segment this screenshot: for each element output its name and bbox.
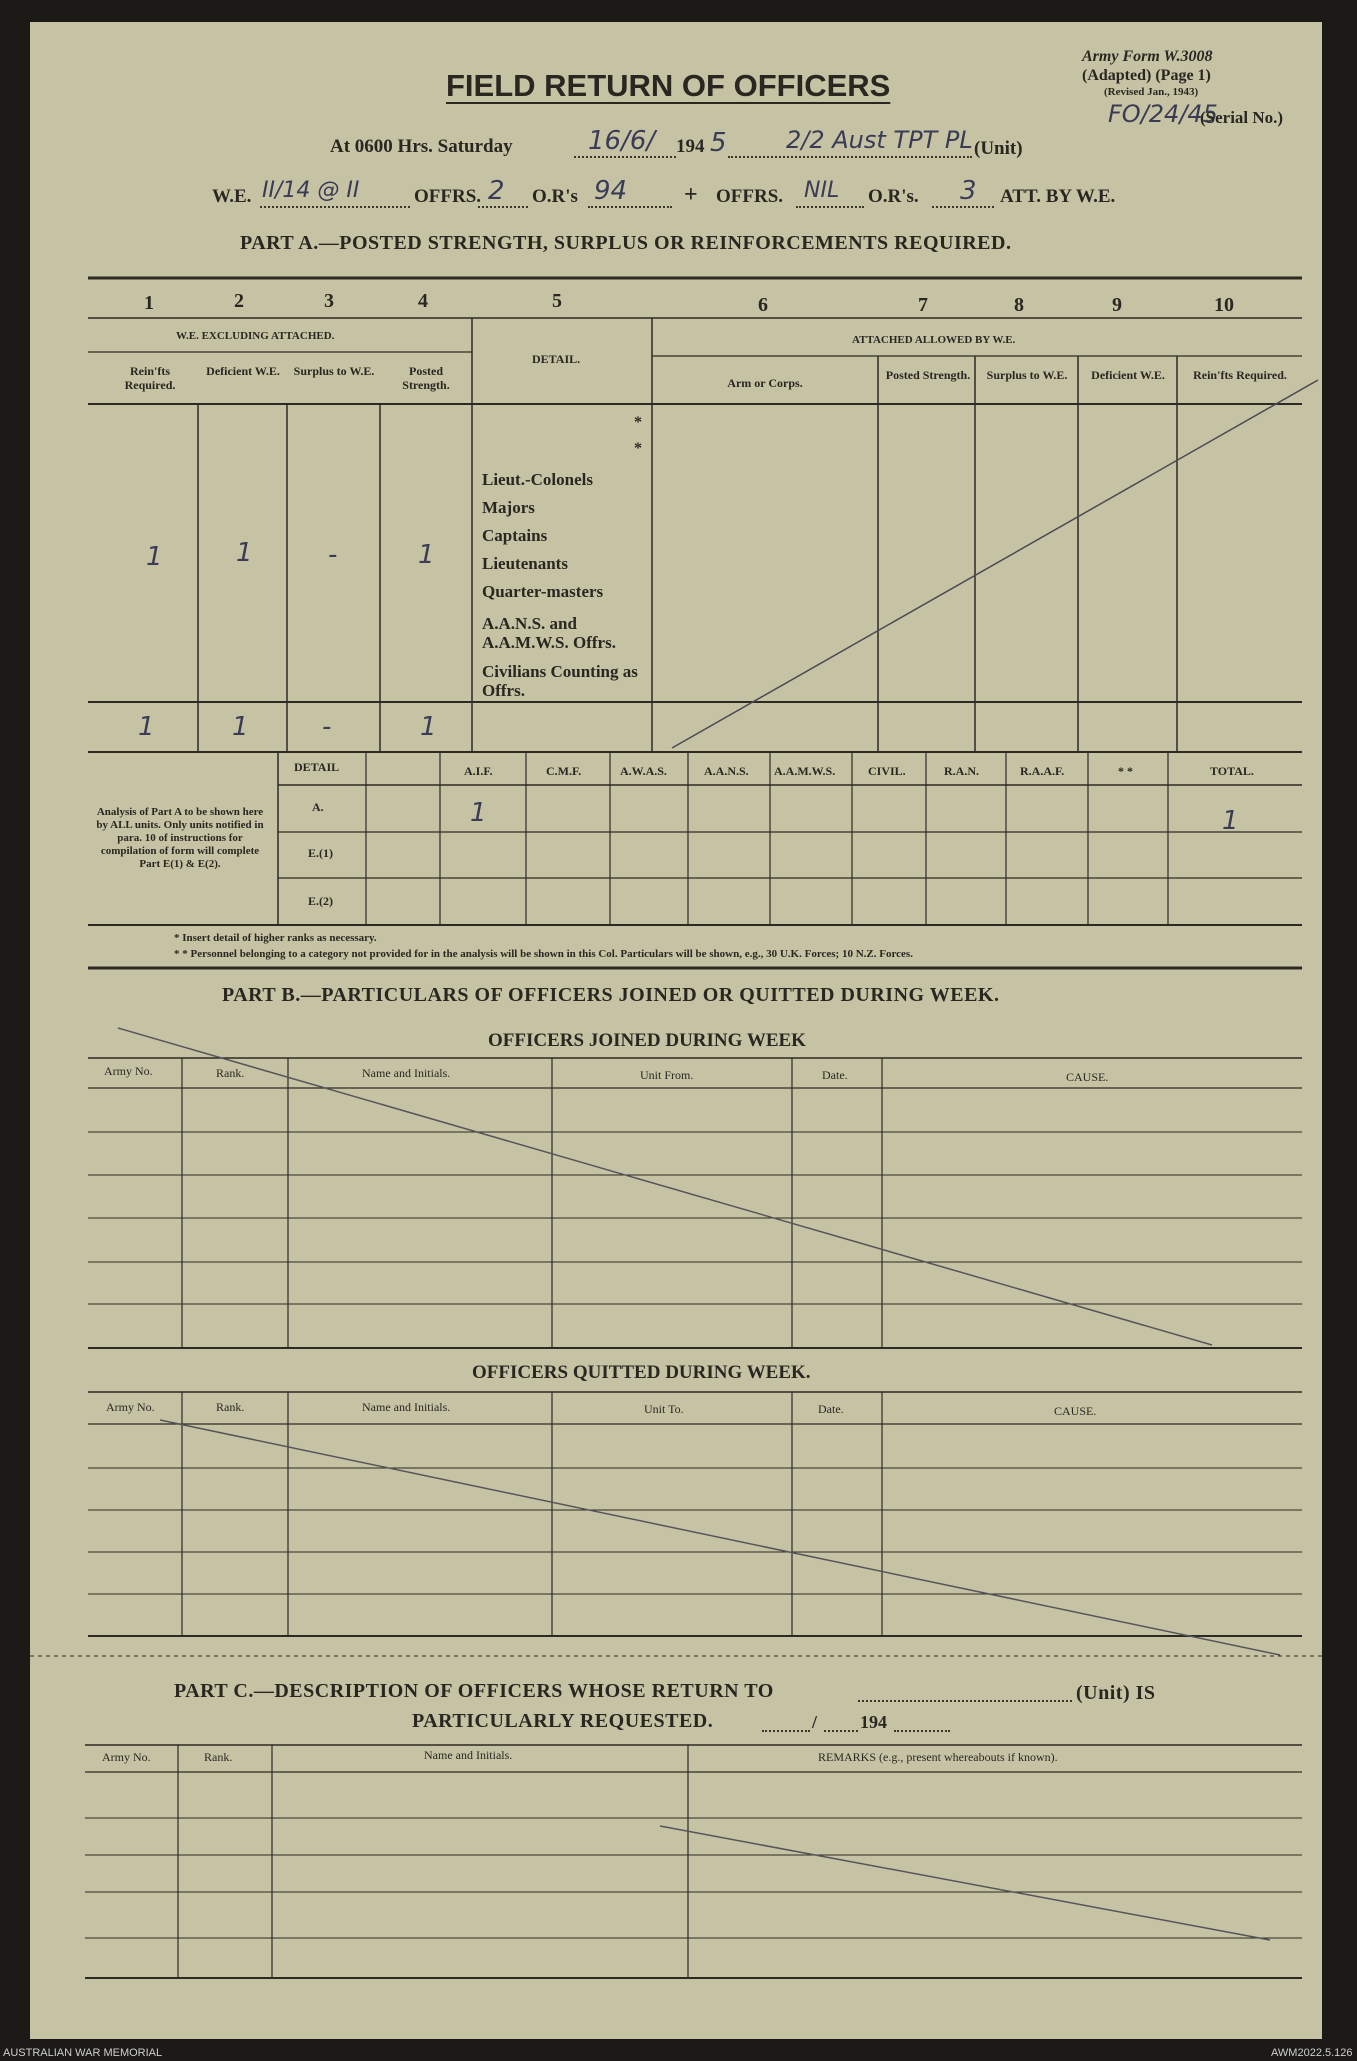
- analysis-header-civil: CIVIL.: [868, 764, 906, 778]
- quitted-col-date: Date.: [818, 1402, 844, 1416]
- part-c-col-remarks: REMARKS (e.g., present whereabouts if known).: [818, 1750, 1058, 1764]
- analysis-header-awas: A.W.A.S.: [620, 764, 667, 778]
- analysis-header-ran: R.A.N.: [944, 764, 979, 778]
- ors2-value: 3: [960, 176, 977, 206]
- joined-col-unit-from: Unit From.: [640, 1068, 694, 1082]
- part-c-year: 194: [860, 1712, 887, 1732]
- col-number-2: 2: [234, 290, 244, 312]
- col-attached-deficient: Deficient W.E.: [1091, 368, 1165, 382]
- lieutenants-deficient-value: 1: [236, 538, 253, 568]
- we-excluding-header: W.E. EXCLUDING ATTACHED.: [176, 330, 335, 342]
- rank-majors: Majors: [482, 498, 535, 517]
- attached-allowed-header: ATTACHED ALLOWED BY W.E.: [852, 334, 1016, 346]
- star-marker-1: *: [634, 414, 642, 431]
- col-surplus-to-we: Surplus to W.E.: [293, 364, 375, 378]
- we-value: II/14 @ II: [262, 178, 360, 203]
- part-c-unit-is: (Unit) IS: [1076, 1682, 1156, 1704]
- analysis-header-total: TOTAL.: [1210, 764, 1254, 778]
- col-number-10: 10: [1214, 294, 1234, 316]
- footnote-2: * * Personnel belonging to a category not provided for in the analysis will be shown in this Col. Particulars will be shown, e.g., 30 U.K. Forces; 10 N.Z. Forces.: [174, 948, 913, 960]
- serial-no-value: FO/24/45: [1108, 100, 1218, 128]
- analysis-total-value: 1: [1222, 806, 1239, 836]
- col-attached-reinfts: Rein'fts Required.: [1193, 368, 1287, 382]
- col-attached-surplus: Surplus to W.E.: [986, 368, 1068, 382]
- footnote-1: * Insert detail of higher ranks as necessary.: [174, 932, 377, 944]
- year-handwritten: 5: [710, 128, 727, 158]
- unit-label: (Unit): [974, 138, 1023, 159]
- quitted-col-cause: CAUSE.: [1054, 1404, 1097, 1418]
- joined-col-date: Date.: [822, 1068, 848, 1082]
- ors-value: 94: [594, 176, 628, 206]
- analysis-row-e2: E.(2): [308, 894, 333, 908]
- part-c-title: PART C.—DESCRIPTION OF OFFICERS WHOSE RETURN TO: [174, 1680, 774, 1702]
- quitted-col-name: Name and Initials.: [362, 1400, 451, 1414]
- col-posted-strength: Posted Strength.: [402, 364, 450, 392]
- col-number-1: 1: [144, 292, 154, 314]
- col-number-5: 5: [552, 290, 562, 312]
- analysis-header-aamws: A.A.M.W.S.: [774, 764, 836, 778]
- analysis-header-aans: A.A.N.S.: [704, 764, 749, 778]
- part-c-col-name: Name and Initials.: [424, 1748, 513, 1762]
- joined-col-name: Name and Initials.: [362, 1066, 451, 1080]
- col-number-3: 3: [324, 290, 334, 312]
- analysis-header-detail: DETAIL: [294, 760, 340, 774]
- analysis-header-other: * *: [1118, 764, 1133, 778]
- col-attached-posted-strength: Posted Strength.: [885, 368, 971, 382]
- analysis-header-raaf: R.A.A.F.: [1020, 764, 1065, 778]
- joined-col-army-no: Army No.: [104, 1064, 153, 1078]
- page-title: FIELD RETURN OF OFFICERS: [446, 68, 891, 103]
- form-adapted: (Adapted) (Page 1): [1082, 67, 1211, 84]
- rank-quarter-masters: Quarter-masters: [482, 582, 604, 601]
- serial-no-label: (Serial No.): [1200, 108, 1284, 127]
- joined-title: OFFICERS JOINED DURING WEEK: [488, 1030, 806, 1051]
- col-arm-or-corps: Arm or Corps.: [727, 376, 803, 390]
- analysis-row-e1: E.(1): [308, 846, 333, 860]
- part-c-slash: /: [812, 1712, 818, 1732]
- at-hrs-label: At 0600 Hrs. Saturday: [330, 136, 513, 157]
- part-c-requested: PARTICULARLY REQUESTED.: [412, 1710, 714, 1732]
- part-c-col-army-no: Army No.: [102, 1750, 151, 1764]
- rank-lieut-colonels: Lieut.-Colonels: [482, 470, 593, 489]
- form-revised: (Revised Jan., 1943): [1104, 86, 1199, 98]
- col-deficient-we: Deficient W.E.: [206, 364, 280, 378]
- offrs2-value: NIL: [804, 178, 840, 203]
- part-c-col-rank: Rank.: [204, 1750, 233, 1764]
- quitted-col-rank: Rank.: [216, 1400, 245, 1414]
- rank-lieutenants: Lieutenants: [482, 554, 568, 573]
- we-label: W.E.: [212, 186, 252, 207]
- total-deficient-value: 1: [232, 712, 249, 742]
- analysis-header-aif: A.I.F.: [464, 764, 493, 778]
- offrs-value: 2: [488, 176, 505, 206]
- part-b-title: PART B.—PARTICULARS OF OFFICERS JOINED OR QUITTED DURING WEEK.: [222, 984, 1000, 1006]
- total-posted-value: 1: [420, 712, 437, 742]
- footer-left: AUSTRALIAN WAR MEMORIAL: [3, 2047, 163, 2059]
- detail-header: DETAIL.: [532, 352, 581, 366]
- rank-aans-aamws: A.A.N.S. and A.A.M.W.S. Offrs.: [482, 614, 616, 652]
- total-surplus-value: -: [322, 712, 332, 742]
- part-a-title: PART A.—POSTED STRENGTH, SURPLUS OR REINFORCEMENTS REQUIRED.: [240, 232, 1012, 254]
- joined-col-cause: CAUSE.: [1066, 1070, 1109, 1084]
- lieutenants-surplus-value: -: [328, 540, 338, 570]
- quitted-title: OFFICERS QUITTED DURING WEEK.: [472, 1362, 811, 1383]
- analysis-header-cmf: C.M.F.: [546, 764, 582, 778]
- ors2-label: O.R's.: [868, 186, 919, 207]
- att-by-we-label: ATT. BY W.E.: [1000, 186, 1116, 207]
- col-number-7: 7: [918, 294, 928, 316]
- col-number-9: 9: [1112, 294, 1122, 316]
- total-reinfts-value: 1: [138, 712, 155, 742]
- rank-captains: Captains: [482, 526, 548, 545]
- analysis-row-a: A.: [312, 800, 324, 814]
- offrs-label: OFFRS.: [414, 186, 482, 207]
- analysis-aif-value: 1: [470, 798, 487, 828]
- form-number: Army Form W.3008: [1082, 48, 1213, 65]
- col-number-4: 4: [418, 290, 428, 312]
- col-number-6: 6: [758, 294, 768, 316]
- plus-sign: +: [684, 182, 698, 208]
- lieutenants-reinfts-value: 1: [146, 542, 163, 572]
- unit-value: 2/2 Aust TPT PL: [786, 126, 973, 154]
- offrs2-label: OFFRS.: [716, 186, 784, 207]
- analysis-note: Analysis of Part A to be shown here by ALL units. Only units notified in para. 10 of instructions for compilation of form will complete Part E(1) & E(2).: [96, 806, 264, 870]
- star-marker-2: *: [634, 440, 642, 457]
- lieutenants-posted-value: 1: [418, 540, 435, 570]
- quitted-col-army-no: Army No.: [106, 1400, 155, 1414]
- col-reinfts-required: Rein'fts Required.: [124, 364, 176, 392]
- year-printed: 194: [676, 136, 705, 157]
- ors-label: O.R's: [532, 186, 578, 207]
- rank-civilians: Civilians Counting as Offrs.: [482, 662, 638, 700]
- quitted-col-unit-to: Unit To.: [644, 1402, 684, 1416]
- col-number-8: 8: [1014, 294, 1024, 316]
- joined-col-rank: Rank.: [216, 1066, 245, 1080]
- date-value: 16/6/: [588, 126, 656, 156]
- footer-right: AWM2022.5.126: [1271, 2047, 1353, 2059]
